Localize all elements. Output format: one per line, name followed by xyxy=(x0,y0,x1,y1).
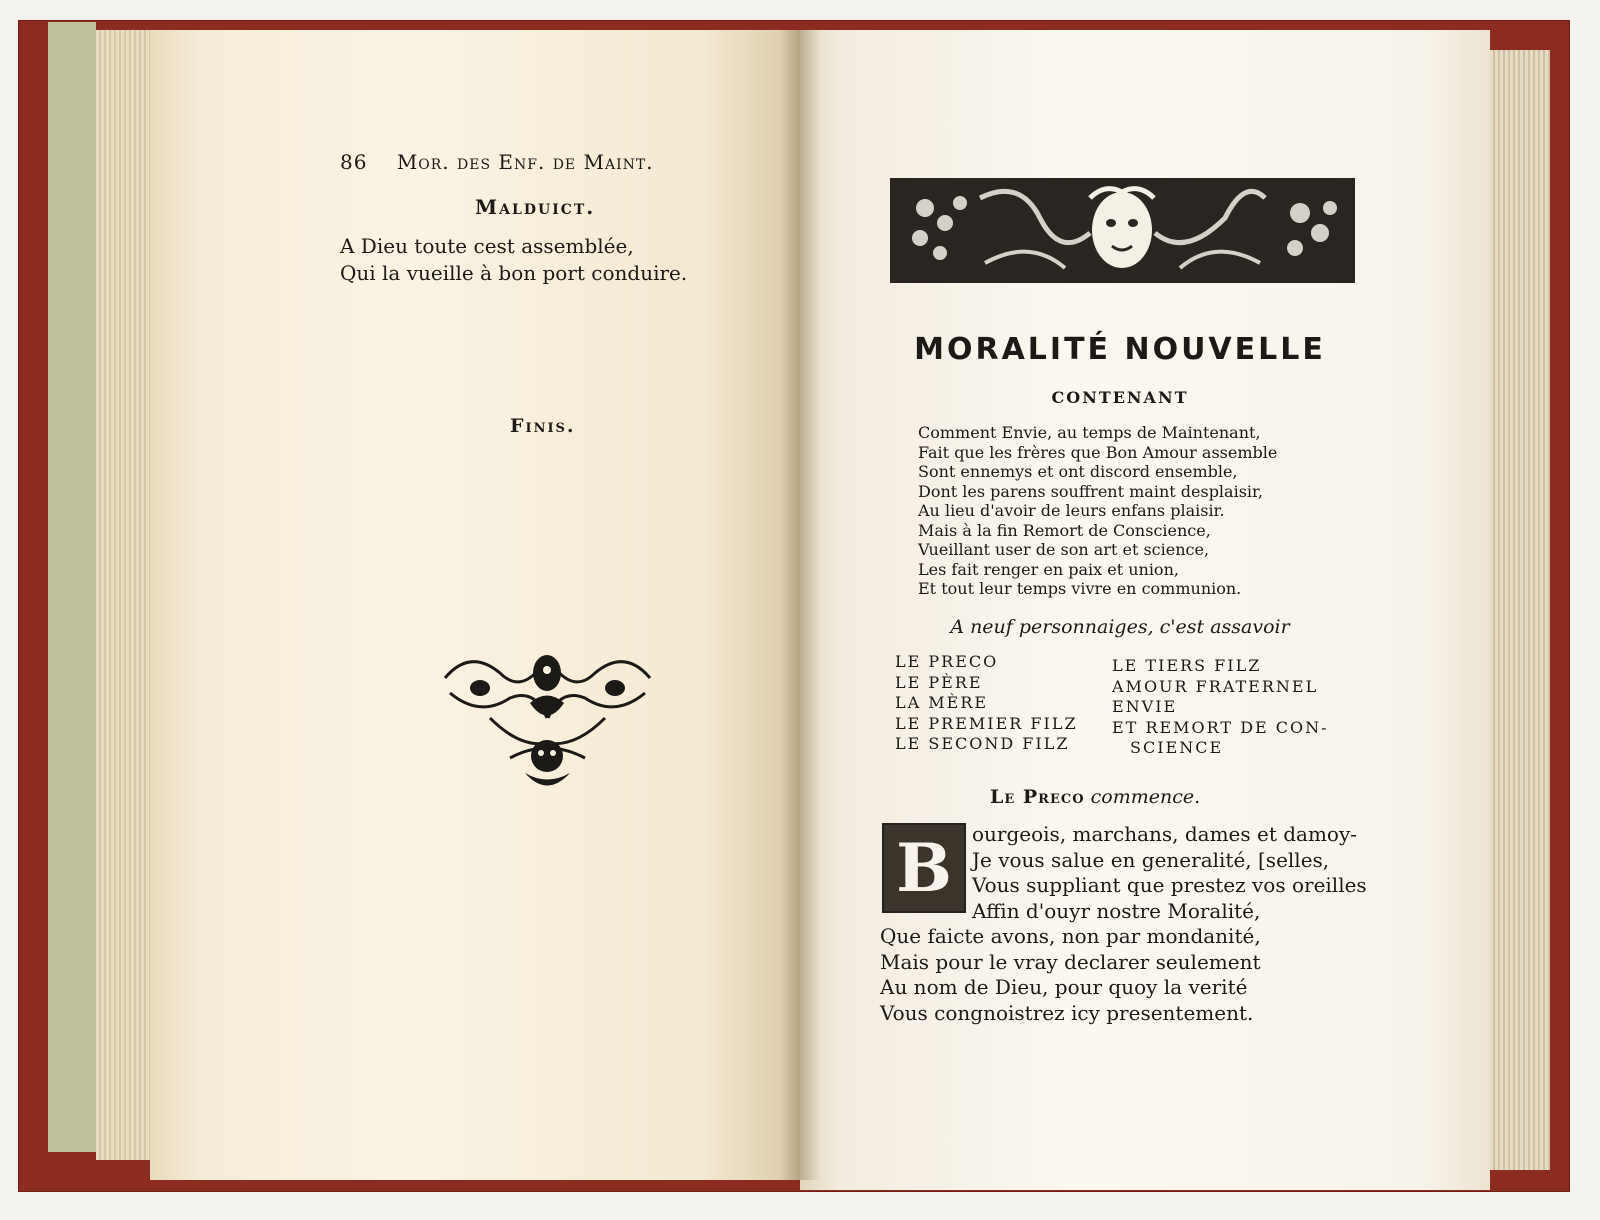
woodcut-headpiece-icon xyxy=(890,178,1355,283)
scene-heading xyxy=(990,786,1200,808)
page-number: 86 xyxy=(340,150,368,174)
argument-line: Mais à la fin Remort de Conscience, xyxy=(918,520,1211,540)
verse-block-indented xyxy=(972,822,1367,924)
cast-member: LE PREMIER FILZ xyxy=(895,713,1078,733)
verse-line: Affin d'ouyr nostre Moralité, xyxy=(972,898,1261,923)
speaker-name: Malduict. xyxy=(475,195,596,219)
fleuron-ornament-icon xyxy=(440,648,655,798)
argument-line: Sont ennemys et ont discord ensemble, xyxy=(918,462,1238,481)
argument-line: Les fait renger en paix et union, xyxy=(918,559,1179,579)
verse-block-left xyxy=(340,233,687,287)
stage-direction: commence. xyxy=(1090,786,1201,808)
page-edges-right xyxy=(1490,50,1550,1170)
personnages-label: A neuf personnaiges, c'est assavoir xyxy=(950,616,1290,638)
verse-line: Qui la vueille à bon port conduire. xyxy=(340,261,688,285)
gutter-shadow xyxy=(780,30,820,1180)
cast-member: LA MÈRE xyxy=(895,693,989,712)
cast-member: LE SECOND FILZ xyxy=(895,734,1070,753)
cast-member: LE PRECO xyxy=(895,652,999,671)
argument-line: Au lieu d'avoir de leurs enfans plaisir. xyxy=(918,501,1225,520)
verse-line: Au nom de Dieu, pour quoy la verité xyxy=(880,975,1248,999)
verse-line: A Dieu toute cest assemblée, xyxy=(340,234,634,258)
verse-line: Que faicte avons, non par mondanité, xyxy=(880,924,1261,948)
verse-line: Mais pour le vray declarer seulement xyxy=(880,949,1261,974)
finis-label: Finis. xyxy=(510,415,576,437)
verse-line: Je vous salue en generalité, xyxy=(972,847,1252,872)
argument-line: Fait que les frères que Bon Amour assemble xyxy=(918,442,1278,462)
cast-member: LE PÈRE xyxy=(895,672,983,692)
argument-line: Et tout leur temps vivre en communion. xyxy=(918,579,1242,598)
cast-member: LE TIERS FILZ xyxy=(1112,656,1262,675)
running-head-title: Mor. des Enf. de Maint. xyxy=(396,150,654,174)
argument-line: Comment Envie, au temps de Maintenant, xyxy=(918,423,1261,442)
cast-list-column-1 xyxy=(895,652,1078,755)
verse-line: ourgeois, marchans, dames et damoy- xyxy=(972,822,1358,846)
cast-member: SCIENCE xyxy=(1130,738,1224,757)
argument-block xyxy=(918,423,1277,599)
argument-line: Vueillant user de son art et science, xyxy=(918,540,1210,559)
drop-cap xyxy=(882,823,966,913)
cast-member: ET REMORT DE CON- xyxy=(1112,717,1329,737)
verse-block-full xyxy=(880,924,1261,1026)
cast-member: AMOUR FRATERNEL xyxy=(1112,676,1319,696)
verse-line: Vous congnoistrez icy presentement. xyxy=(880,1000,1254,1025)
verse-line: Vous suppliant que prestez vos oreilles xyxy=(972,873,1367,897)
cast-list-column-2 xyxy=(1112,656,1329,759)
running-head xyxy=(340,150,700,174)
verse-runover: [selles, xyxy=(1258,848,1330,872)
play-title: MORALITÉ NOUVELLE xyxy=(914,332,1326,367)
speaker-name: Le Preco xyxy=(990,786,1085,808)
argument-line: Dont les parens souffrent maint desplaisir, xyxy=(918,481,1264,501)
drop-cap-letter: B xyxy=(896,829,952,907)
cast-member: ENVIE xyxy=(1112,697,1178,716)
subtitle: CONTENANT xyxy=(1051,388,1189,407)
endpaper xyxy=(48,22,96,1152)
